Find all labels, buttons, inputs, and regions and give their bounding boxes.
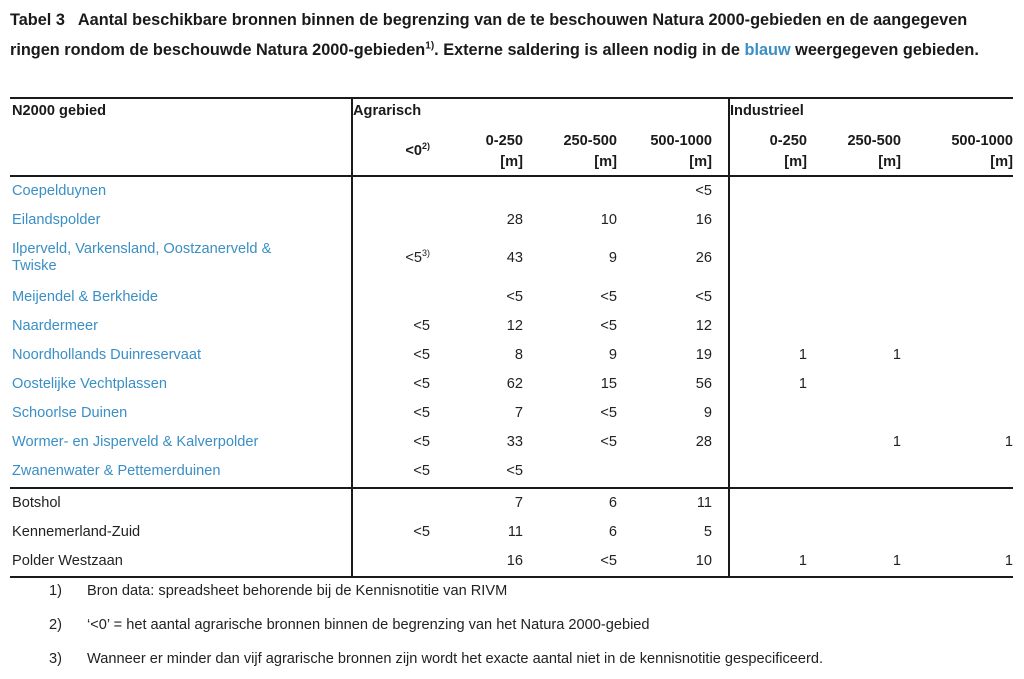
industrieel-divider — [728, 97, 730, 578]
cell-agr-0-250: 7 — [514, 495, 523, 511]
cell-agr-500-1000: 9 — [703, 405, 712, 421]
cell-agr-0-250: 8 — [514, 347, 523, 363]
footnote-3-number: 3) — [49, 651, 62, 667]
cell-agr-500-1000: 12 — [695, 318, 712, 334]
caption-text: Aantal beschikbare bronnen binnen de begrenzing van de te beschouwen Natura 2000-gebieden en de aangegeven ringen rondom de beschouwde Natura 2000-gebieden — [10, 11, 968, 59]
group-separator — [10, 487, 1013, 489]
agrarisch-divider — [351, 97, 353, 578]
row-area-name: Zwanenwater & Pettemerduinen — [12, 463, 221, 479]
header-agr-500-1000: 500-1000 [m] — [650, 133, 712, 170]
cell-agr-0-250: <5 — [506, 463, 523, 479]
row-area-name: Wormer- en Jisperveld & Kalverpolder — [12, 434, 259, 450]
table-caption: Tabel 3 Aantal beschikbare bronnen binnen de begrenzing van de te beschouwen Natura 2000-gebieden en de aangegeven ringen rondom de beschouwde Natura 2000-gebieden$^{1)}$. Externe saldering is alleen nodig in de blauw weergegeven gebieden. — [10, 11, 979, 59]
cell-agr-0-250: 12 — [506, 318, 523, 334]
cell-agr-0-250: <5 — [506, 289, 523, 305]
row-area-name: Naardermeer — [12, 318, 98, 334]
cell-ind-250-500: 1 — [892, 347, 901, 363]
row-area-name: Meijendel & Berkheide — [12, 289, 159, 305]
cell-agr-250-500: <5 — [600, 434, 617, 450]
footnote-3-text: Wanneer er minder dan vijf agrarische bronnen zijn wordt het exacte aantal niet in de kennisnotitie gespecificeerd. — [87, 651, 824, 667]
cell-agr-250-500: 9 — [608, 347, 617, 363]
row-area-name: Eilandspolder — [12, 212, 101, 228]
caption-label: Tabel 3 — [10, 11, 65, 29]
cell-agr-250-500: <5 — [600, 553, 617, 569]
cell-agr-lt0: <5 — [413, 434, 430, 450]
cell-ind-500-1000: 1 — [1004, 434, 1013, 450]
cell-agr-lt0: <5 — [413, 405, 430, 421]
footnote-1-number: 1) — [49, 583, 62, 599]
header-area: N2000 gebied — [12, 103, 107, 119]
cell-agr-500-1000: 10 — [695, 553, 712, 569]
cell-agr-0-250: 28 — [506, 212, 523, 228]
cell-ind-0-250: 1 — [798, 376, 807, 392]
cell-agr-lt0: <5 — [413, 376, 430, 392]
row-area-name: Oostelijke Vechtplassen — [12, 376, 167, 392]
header-agr-lt0: $<0^{2)}$ — [405, 141, 430, 159]
cell-agr-500-1000: 28 — [695, 434, 712, 450]
footnote-2-text: ‘<0’ = het aantal agrarische bronnen binnen de begrenzing van het Natura 2000-gebied — [87, 617, 650, 633]
cell-agr-250-500: 6 — [608, 495, 617, 511]
cell-agr-250-500: <5 — [600, 318, 617, 334]
cell-agr-lt0: <5 — [413, 318, 430, 334]
cell-agr-250-500: 9 — [608, 250, 617, 266]
cell-agr-500-1000: <5 — [695, 183, 712, 199]
header-ind-500-1000: 500-1000 [m] — [951, 133, 1013, 170]
cell-agr-500-1000: 26 — [695, 250, 712, 266]
header-agr-250-500: 250-500 [m] — [563, 133, 617, 170]
cell-ind-500-1000: 1 — [1004, 553, 1013, 569]
row-area-name: Polder Westzaan — [12, 553, 123, 569]
cell-ind-0-250: 1 — [798, 553, 807, 569]
header-ind-250-500: 250-500 [m] — [847, 133, 901, 170]
cell-agr-lt0: <5 — [413, 347, 430, 363]
cell-agr-500-1000: 5 — [703, 524, 712, 540]
cell-agr-500-1000: 56 — [695, 376, 712, 392]
cell-agr-250-500: 15 — [600, 376, 617, 392]
cell-agr-0-250: 43 — [506, 250, 523, 266]
cell-ind-250-500: 1 — [892, 434, 901, 450]
table-top-border — [10, 97, 1013, 99]
header-agr-0-250: 0-250 [m] — [485, 133, 523, 170]
cell-agr-0-250: 11 — [507, 524, 523, 540]
cell-agr-0-250: 16 — [506, 553, 523, 569]
cell-agr-lt0: <5 — [413, 463, 430, 479]
row-area-name: Botshol — [12, 495, 61, 511]
row-area-name: Schoorlse Duinen — [12, 405, 128, 421]
caption-footnote-ref: 1) — [425, 40, 435, 52]
row-area-name: Ilperveld, Varkensland, Oostzanerveld & Twiske — [12, 241, 272, 274]
cell-ind-250-500: 1 — [892, 553, 901, 569]
cell-agr-250-500: 10 — [600, 212, 617, 228]
cell-agr-250-500: 6 — [608, 524, 617, 540]
cell-agr-500-1000: 11 — [696, 495, 712, 511]
table-bottom-border — [10, 576, 1013, 578]
cell-agr-0-250: 7 — [514, 405, 523, 421]
row-area-name: Noordhollands Duinreservaat — [12, 347, 202, 363]
cell-agr-0-250: 33 — [506, 434, 523, 450]
cell-agr-500-1000: 19 — [695, 347, 712, 363]
header-bottom-border — [10, 175, 1013, 177]
cell-agr-500-1000: 16 — [695, 212, 712, 228]
caption-highlight-blue: blauw — [744, 40, 791, 59]
cell-agr-500-1000: <5 — [695, 289, 712, 305]
row-area-name: Kennemerland-Zuid — [12, 524, 141, 540]
footnote-1-text: Bron data: spreadsheet behorende bij de Kennisnotitie van RIVM — [87, 583, 508, 599]
cell-agr-250-500: <5 — [600, 289, 617, 305]
cell-agr-lt0: <5 — [413, 524, 430, 540]
header-ind-0-250: 0-250 [m] — [769, 133, 807, 170]
cell-ind-0-250: 1 — [798, 347, 807, 363]
row-area-name: Coepelduynen — [12, 183, 107, 199]
cell-agr-lt0: $<5^{3)}$ — [405, 248, 430, 266]
header-group-industrieel: Industrieel — [730, 103, 804, 119]
header-group-agrarisch: Agrarisch — [353, 103, 422, 119]
footnote-2-number: 2) — [49, 617, 62, 633]
cell-agr-0-250: 62 — [506, 376, 523, 392]
cell-agr-250-500: <5 — [600, 405, 617, 421]
